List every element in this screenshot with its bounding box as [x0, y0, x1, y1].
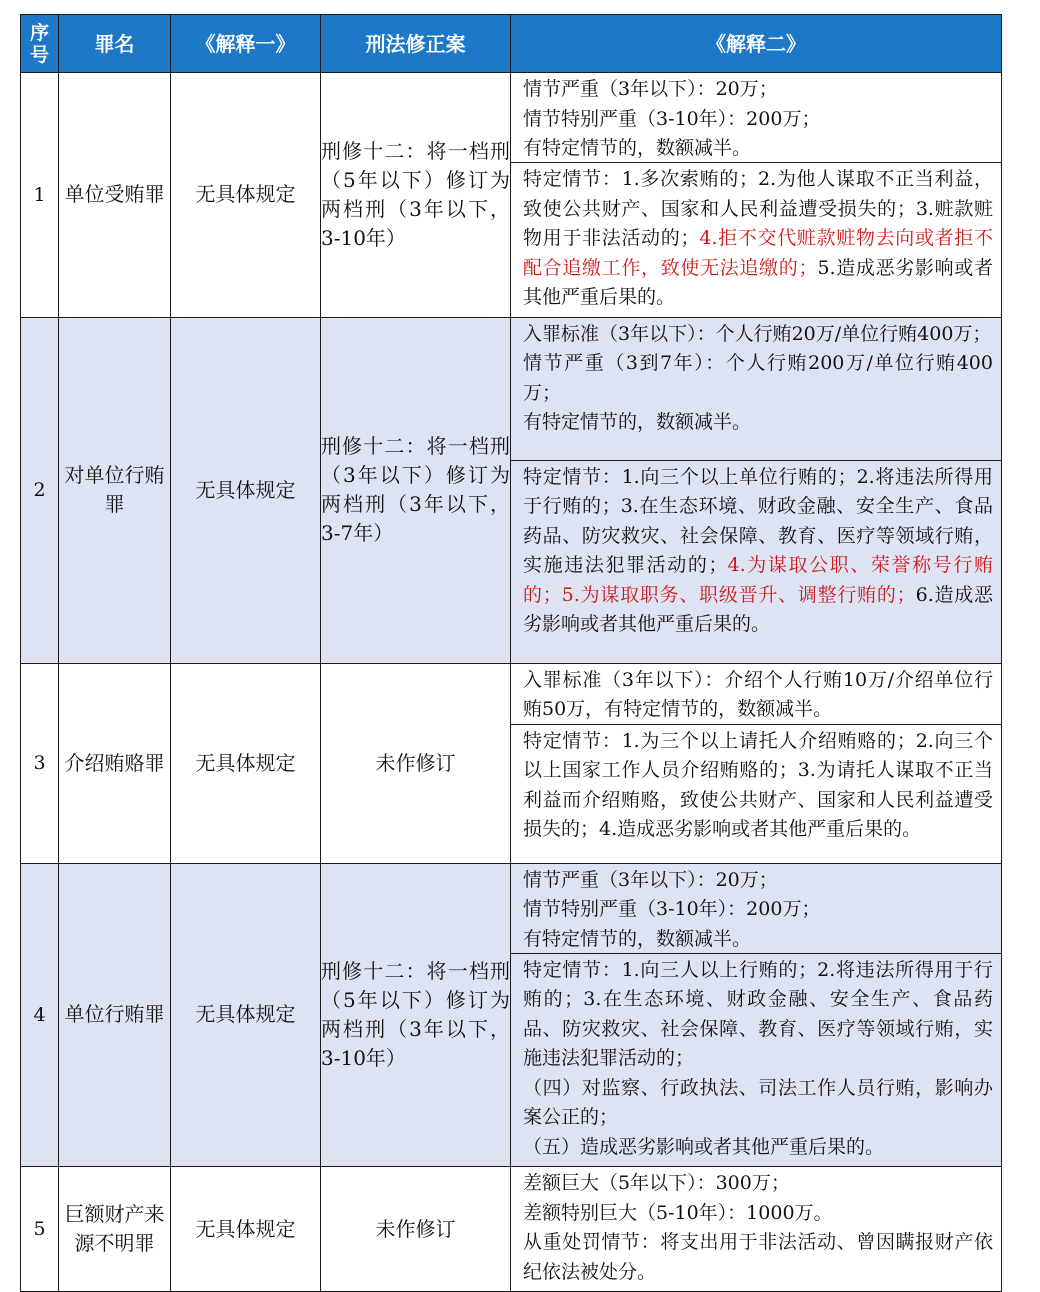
interpretation-two-cell	[511, 73, 1002, 318]
interpretation-two-cell	[511, 863, 1002, 1167]
threshold-line: 情节特别严重（3-10年）：200万；	[523, 898, 821, 920]
amount-thresholds	[511, 73, 1001, 162]
interpretation-two-cell	[511, 1167, 1002, 1292]
circumstance-text: 5.造成恶劣影响或者其他严重后果的。	[523, 256, 993, 308]
row-number: 1	[21, 73, 59, 318]
interpretation-one-cell: 无具体规定	[171, 863, 321, 1167]
threshold-line: 有特定情节的，数额减半。	[523, 411, 752, 433]
amount-thresholds	[511, 318, 1001, 460]
threshold-line: 差额巨大（5年以下）：300万；	[523, 1172, 790, 1194]
header-interpretation-one: 《解释一》	[171, 15, 321, 73]
amendment-cell: 刑修十二：将一档刑（5年以下）修订为两档刑（3年以下，3-10年）	[321, 73, 511, 318]
threshold-line: 从重处罚情节：将支出用于非法活动、曾因瞒报财产依纪依法被处分。	[523, 1231, 993, 1283]
header-num: 序号	[21, 15, 59, 73]
header-crime-name: 罪名	[59, 15, 171, 73]
circumstance-text: （四）对监察、行政执法、司法工作人员行贿，影响办案公正的；	[523, 1076, 993, 1128]
row-number: 4	[21, 863, 59, 1167]
amount-thresholds	[511, 864, 1001, 953]
crime-name: 介绍贿赂罪	[59, 663, 171, 863]
amount-thresholds	[511, 1167, 1001, 1291]
circumstance-text-highlighted: 4.拒不交代赃款赃物去向或者拒不配合追缴工作，致使无法追缴的；	[523, 227, 993, 279]
amendment-cell: 未作修订	[321, 1167, 511, 1292]
crime-name: 单位行贿罪	[59, 863, 171, 1167]
amendment-cell: 未作修订	[321, 663, 511, 863]
circumstance-text: （五）造成恶劣影响或者其他严重后果的。	[523, 1135, 885, 1158]
circumstance-text: 特定情节：1.多次索贿的；2.为他人谋取不正当利益，致使公共财产、国家和人民利益遭受损失的；3.赃款赃物用于非法活动的；	[523, 168, 993, 249]
header-interpretation-two: 《解释二》	[511, 15, 1002, 73]
table-row	[21, 663, 1002, 863]
interpretation-two-cell	[511, 317, 1002, 663]
threshold-line: 情节严重（3年以下）：20万；	[523, 868, 778, 891]
threshold-line: 有特定情节的，数额减半。	[523, 927, 752, 950]
table-row	[21, 73, 1002, 318]
interpretation-one-cell: 无具体规定	[171, 663, 321, 863]
threshold-line: 情节严重（3到7年）：个人行贿200万/单位行贿400万；	[523, 352, 993, 404]
specific-circumstances	[511, 162, 1001, 317]
crime-comparison-table	[20, 14, 1002, 1292]
row-number: 3	[21, 663, 59, 863]
row-number: 2	[21, 317, 59, 663]
interpretation-one-cell: 无具体规定	[171, 1167, 321, 1292]
threshold-line: 有特定情节的，数额减半。	[523, 137, 752, 159]
interpretation-one-cell: 无具体规定	[171, 73, 321, 318]
amendment-cell: 刑修十二：将一档刑（3年以下）修订为两档刑（3年以下，3-7年）	[321, 317, 511, 663]
table-row	[21, 317, 1002, 663]
threshold-line: 差额特别巨大（5-10年）：1000万。	[523, 1201, 833, 1224]
header-criminal-law-amendment: 刑法修正案	[321, 15, 511, 73]
table-row	[21, 1167, 1002, 1292]
threshold-line: 入罪标准（3年以下）：个人行贿20万/单位行贿400万；	[523, 322, 992, 345]
circumstance-text: 特定情节：1.向三人以上行贿的；2.将违法所得用于行贿的；3.在生态环境、财政金融、安全生产、食品药品、防灾救灾、社会保障、教育、医疗等领域行贿，实施违法犯罪活动的；	[523, 958, 993, 1069]
row-number: 5	[21, 1167, 59, 1292]
circumstance-text: 6.造成恶劣影响或者其他严重后果的。	[523, 583, 993, 635]
table-row	[21, 863, 1002, 1167]
interpretation-two-cell	[511, 663, 1002, 863]
circumstance-text-highlighted: 4.为谋取公职、荣誉称号行贿的；5.为谋取职务、职级晋升、调整行贿的；	[523, 554, 993, 606]
threshold-line: 情节特别严重（3-10年）：200万；	[523, 107, 821, 130]
threshold-line: 情节严重（3年以下）：20万；	[523, 78, 778, 100]
specific-circumstances	[511, 724, 1001, 849]
amendment-cell: 刑修十二：将一档刑（5年以下）修订为两档刑（3年以下，3-10年）	[321, 863, 511, 1167]
amount-thresholds	[511, 664, 1001, 724]
interpretation-one-cell: 无具体规定	[171, 317, 321, 663]
crime-name: 对单位行贿罪	[59, 317, 171, 663]
circumstance-text: 特定情节：1.为三个以上请托人介绍贿赂的；2.向三个以上国家工作人员介绍贿赂的；3.为请托人谋取不正当利益而介绍贿赂，致使公共财产、国家和人民利益遭受损失的；4.造成恶劣影响或者其他严重后果的。	[523, 729, 993, 840]
circumstance-text: 特定情节：1.向三个以上单位行贿的；2.将违法所得用于行贿的；3.在生态环境、财政金融、安全生产、食品药品、防灾救灾、社会保障、教育、医疗等领域行贿，实施违法犯罪活动的；	[523, 465, 993, 576]
header-row	[21, 15, 1002, 73]
specific-circumstances	[511, 460, 1001, 644]
threshold-line: 入罪标准（3年以下）：介绍个人行贿10万/介绍单位行贿50万，有特定情节的，数额减半。	[523, 668, 993, 720]
specific-circumstances	[511, 953, 1001, 1167]
crime-name: 巨额财产来源不明罪	[59, 1167, 171, 1292]
crime-name: 单位受贿罪	[59, 73, 171, 318]
